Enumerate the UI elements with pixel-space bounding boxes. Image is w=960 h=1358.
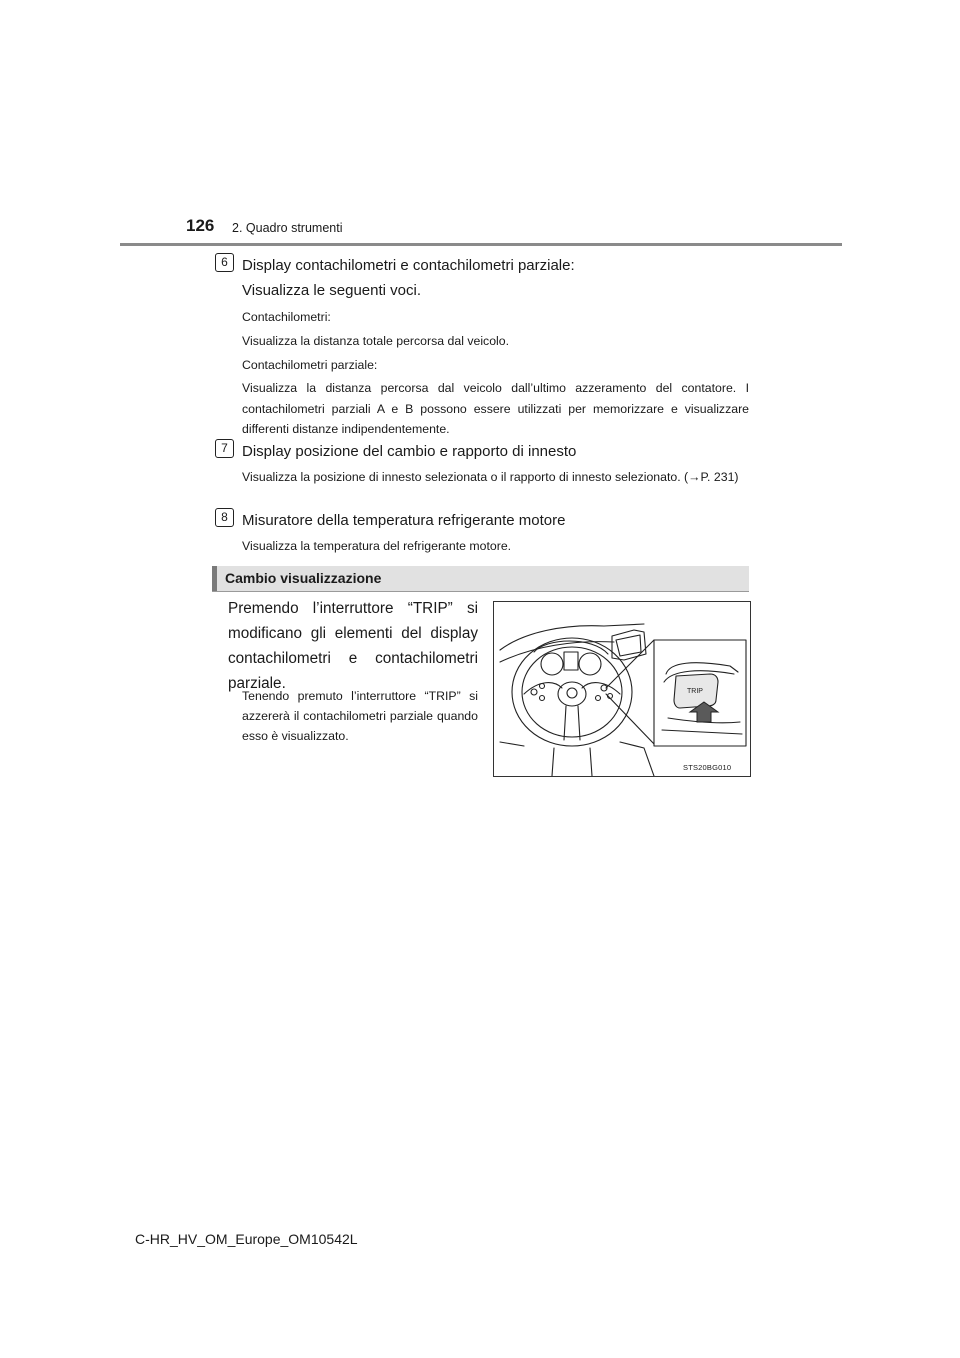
- item-marker-7: 7: [215, 439, 234, 458]
- entry-text-trip-meter: Visualizza la distanza percorsa dal veicolo dall’ultimo azzeramento del contatore. I contachilometri parziali A e B possono essere utilizzati per memorizzare e visualizzare differenti distanze indipendentemente.: [242, 381, 749, 436]
- item-marker-8: 8: [215, 508, 234, 527]
- entry-label-trip-meter: Contachilometri parziale:: [242, 358, 378, 372]
- item-text-gear-display: Visualizza la posizione di innesto selezionata o il rapporto di innesto selezionato. (→P. 231): [242, 470, 739, 484]
- item-marker-6: 6: [215, 253, 234, 272]
- section-header: [212, 566, 749, 592]
- item-title-odometer: Display contachilometri e contachilometri parziale:: [242, 257, 575, 274]
- item-title-coolant-gauge: Misuratore della temperatura refrigerante motore: [242, 512, 566, 529]
- section-lead-text: Premendo l’interruttore “TRIP” si modificano gli elementi del display contachilometri e contachilometri parziale.: [228, 600, 478, 692]
- entry-label-odometer: Contachilometri:: [242, 310, 331, 324]
- section-accent: [212, 566, 217, 591]
- item-title-gear-display: Display posizione del cambio e rapporto di innesto: [242, 443, 577, 460]
- item-text-coolant-gauge: Visualizza la temperatura del refrigerante motore.: [242, 539, 512, 553]
- steering-wheel-illustration: [494, 602, 750, 776]
- entry-text-odometer: Visualizza la distanza totale percorsa dal veicolo.: [242, 334, 510, 348]
- page-number: 126: [186, 216, 215, 235]
- document-code: C-HR_HV_OM_Europe_OM10542L: [135, 1231, 358, 1247]
- trip-button-label: TRIP: [687, 688, 703, 695]
- header-divider: [120, 243, 842, 246]
- trip-switch-illustration: [493, 601, 751, 777]
- section-title: Cambio visualizzazione: [225, 570, 382, 586]
- chapter-title: 2. Quadro strumenti: [232, 221, 343, 235]
- section-sub-text: Tenendo premuto l’interruttore “TRIP” si azzererà il contachilometri parziale quando esso è visualizzato.: [242, 689, 478, 743]
- figure-code: STS20BG010: [683, 763, 732, 772]
- item-intro-odometer: Visualizza le seguenti voci.: [242, 282, 421, 299]
